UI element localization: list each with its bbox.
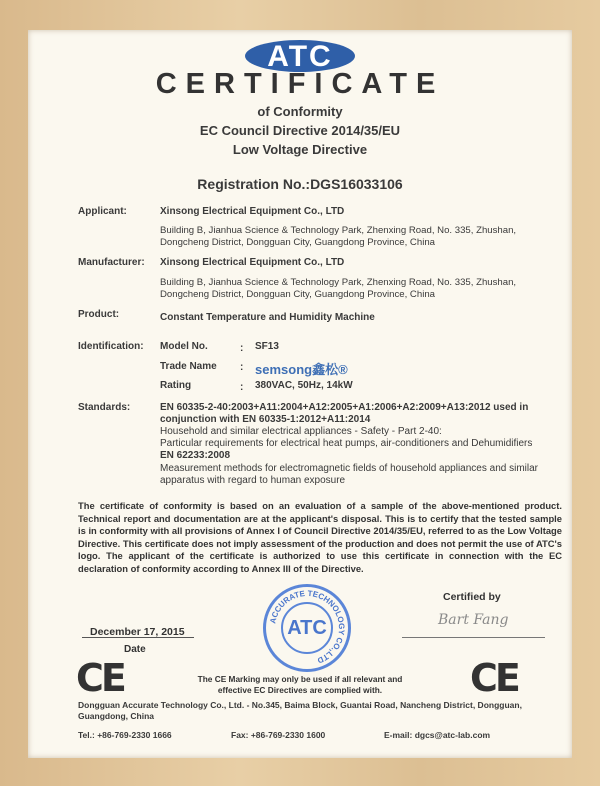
product-value: Constant Temperature and Humidity Machine bbox=[160, 312, 375, 323]
trade-name-logo: semsong鑫松® bbox=[255, 362, 348, 377]
rating-sep: : bbox=[240, 382, 244, 393]
standard-line: conjunction with EN 60335-1:2012+A11:2014 bbox=[160, 414, 371, 425]
manufacturer-address-1: Building B, Jianhua Science & Technology Park, Zhenxing Road, No. 335, Zhushan, bbox=[160, 277, 517, 288]
manufacturer-label: Manufacturer: bbox=[78, 257, 145, 268]
certificate-title: CERTIFICATE bbox=[155, 68, 445, 100]
manufacturer-name: Xinsong Electrical Equipment Co., LTD bbox=[160, 257, 345, 268]
svg-text:ACCURATE TECHNOLOGY CO.,LTD: ACCURATE TECHNOLOGY CO.,LTD bbox=[268, 588, 347, 666]
signature: Bart Fang bbox=[438, 612, 509, 628]
ce-mark-left: CE bbox=[76, 656, 124, 700]
footer-fax: Fax: +86-769-2330 1600 bbox=[231, 730, 326, 740]
footer-tel: Tel.: +86-769-2330 1666 bbox=[78, 730, 172, 740]
certified-by-label: Certified by bbox=[443, 591, 501, 603]
standard-line: Particular requirements for electrical heat pumps, air-conditioners and Dehumidifiers bbox=[160, 438, 533, 449]
atc-logo: ATC bbox=[245, 40, 355, 72]
identification-label: Identification: bbox=[78, 341, 144, 352]
applicant-label: Applicant: bbox=[78, 206, 127, 217]
footer-address-2: Guangdong, China bbox=[78, 711, 155, 721]
directive: EC Council Directive 2014/35/EU bbox=[199, 123, 401, 138]
subtitle: of Conformity bbox=[257, 104, 343, 119]
applicant-address-2: Dongcheng District, Dongguan City, Guangdong Province, China bbox=[160, 237, 436, 248]
directive-name: Low Voltage Directive bbox=[232, 142, 368, 157]
standard-line: Household and similar electrical appliances - Safety - Part 2-40: bbox=[160, 426, 442, 437]
applicant-name: Xinsong Electrical Equipment Co., LTD bbox=[160, 206, 345, 217]
trade-name-label: Trade Name bbox=[160, 361, 217, 372]
model-sep: : bbox=[240, 343, 244, 354]
footer-address-1: Dongguan Accurate Technology Co., Ltd. - No.345, Baima Block, Guantai Road, Nancheng District, Dongguan, bbox=[78, 700, 522, 710]
rating-value: 380VAC, 50Hz, 14kW bbox=[255, 380, 353, 391]
date-value: December 17, 2015 bbox=[90, 626, 185, 638]
conformity-statement: The certificate of conformity is based on an evaluation of a sample of the above-mentioned product. Technical report and documentation are at the applicant's disposal. This is to certify that the tested sample is in conformity with all provisions of Annex I of Council Directive 2014/35/EU, referred to as the Low Voltage Directive. This certificate does not imply assessment of the production and does not permit the use of ATC's logo. The applicant of the certificate is authorized to use this certificate in connection with the EC declaration of conformity according to Annex III of the Directive. bbox=[78, 500, 562, 574]
signature-line bbox=[402, 637, 545, 638]
standard-line: Measurement methods for electromagnetic fields of household appliances and similar bbox=[160, 463, 538, 474]
standard-line: EN 60335-2-40:2003+A11:2004+A12:2005+A1:2006+A2:2009+A13:2012 used in bbox=[160, 402, 529, 413]
trade-sep: : bbox=[240, 362, 244, 373]
model-value: SF13 bbox=[255, 341, 279, 352]
footer-email: E-mail: dgcs@atc-lab.com bbox=[384, 730, 491, 740]
ce-mark-right: CE bbox=[470, 656, 518, 700]
rating-label: Rating bbox=[160, 380, 192, 391]
model-label: Model No. bbox=[160, 341, 208, 352]
ce-note-1: The CE Marking may only be used if all relevant and bbox=[197, 674, 403, 684]
manufacturer-address-2: Dongcheng District, Dongguan City, Guangdong Province, China bbox=[160, 289, 436, 300]
standard-line: apparatus with regard to human exposure bbox=[160, 475, 346, 486]
atc-approved-stamp bbox=[263, 584, 351, 672]
stamp-center: ATC bbox=[281, 602, 333, 654]
ce-note-2: effective EC Directives are complied with. bbox=[217, 685, 383, 695]
applicant-address-1: Building B, Jianhua Science & Technology Park, Zhenxing Road, No. 335, Zhushan, bbox=[160, 225, 517, 236]
registration-number: Registration No.:DGS16033106 bbox=[197, 176, 403, 192]
standards-label: Standards: bbox=[78, 402, 131, 413]
date-label: Date bbox=[124, 644, 146, 655]
product-label: Product: bbox=[78, 309, 120, 320]
date-line bbox=[82, 637, 194, 638]
standard-line: EN 62233:2008 bbox=[160, 450, 231, 461]
